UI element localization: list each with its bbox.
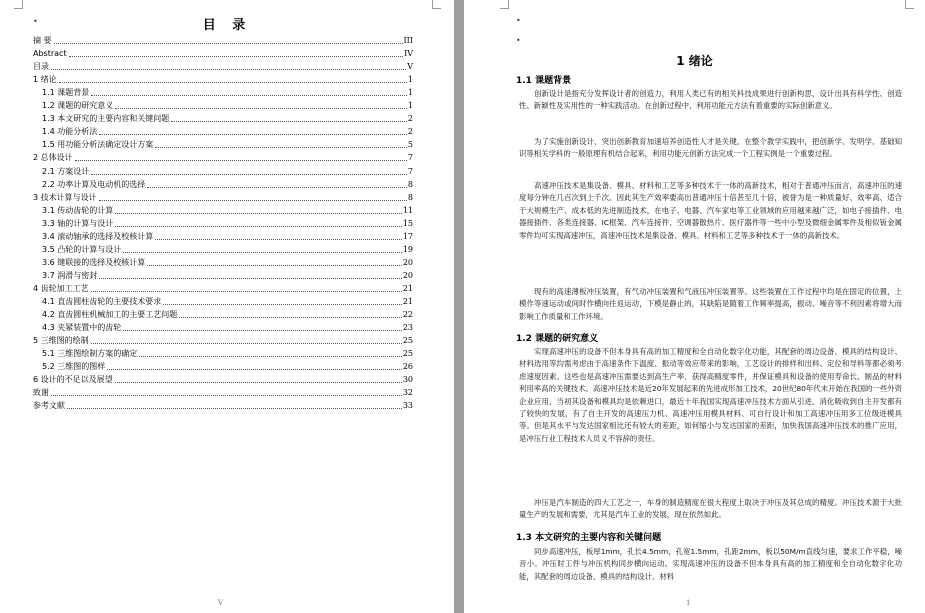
toc-title: 目 录 [202, 18, 252, 33]
toc-leader-dots [54, 43, 403, 44]
toc-entry[interactable] [33, 47, 413, 60]
toc-entry[interactable] [33, 334, 413, 347]
toc-entry-page: 15 [402, 218, 413, 228]
toc-entry-page: 8 [407, 192, 413, 202]
toc-entry[interactable] [42, 360, 413, 373]
toc-leader-dots [115, 226, 402, 227]
toc-leader-dots [163, 304, 402, 305]
page-number: V [218, 599, 224, 607]
toc-entry[interactable] [42, 256, 413, 269]
section-heading-1-3: 1.3 本文研究的主要内容和关键问题 [516, 533, 662, 543]
chapter-page [464, 0, 925, 613]
toc-entry-label: 6 设计的不足以及展望 [33, 375, 113, 385]
toc-entry-label: 2 总体设计 [33, 153, 73, 163]
page-number: 1 [686, 599, 691, 607]
toc-entry-page: 8 [407, 179, 413, 189]
toc-entry[interactable] [33, 151, 413, 164]
page-corner-mark [905, 0, 914, 9]
toc-entry-page: 32 [402, 388, 413, 398]
toc-entry-label: 3.7 润滑与密封 [42, 270, 98, 280]
toc-entry[interactable] [42, 86, 413, 99]
toc-entry[interactable] [42, 295, 413, 308]
toc-leader-dots [69, 56, 403, 57]
toc-leader-dots [155, 147, 407, 148]
toc-entry-label: 3.5 凸轮的计算与设计 [42, 244, 122, 254]
toc-entry-page: IV [404, 49, 413, 59]
paragraph: 冲压是汽车制造的四大工艺之一，车身的制造精度在很大程度上取决于冲压及其总成的精度。冲压技术源于大批量生产的发展和需要，尤其是汽车工业的发展，现在依然如此。 [519, 498, 902, 520]
toc-entry-page: 5 [407, 140, 413, 150]
toc-entry-label: 4.2 直齿圆柱机械加工的主要工艺问题 [42, 310, 178, 320]
paragraph: 实现高速冲压的设备不但本身具有高的加工精度和全自动化数字化功能，其配套的周边设备、模具的结构设计、材料选用等均需考虑由于高速条件下温度、振动等效应带来的影响，工艺设计的排样和出料、定位和导料等都必须考虑速度因素。这些也是高速冲压需要达到高生产率、获得高精度零件，并保证模具和设备的使用寿命长、制品的材料利用率高的关键技术。高速冲压技术是近20年发展起来的先进成形加工技术，20世纪80年代末开始在我国的一些外资企业应用，当初其设备和模具均是依赖进口，最近十年我国实现高速冲压技术方面从引进、消化吸收到自主开发都有了较快的发展，有了自主开发的高速压力机、高速冲压用模具材料、可自行设计和加工高速冲压用多工位级进模具等。但是其水平与发达国家相比还有较大的差距，如何缩小与发达国家的差距，加快我国高速冲压技术的推广应用，是冲压行业工程技术人员义不容辞的责任。 [519, 347, 902, 443]
toc-entry[interactable] [42, 347, 413, 360]
toc-entry-page: 22 [402, 310, 413, 320]
toc-entry-label: 4.3 夹紧装置中的齿轮 [42, 323, 122, 333]
toc-entry-label: 5.1 三维图绘制方案的确定 [42, 349, 138, 359]
toc-leader-dots [91, 174, 407, 175]
toc-entry-page: 11 [402, 205, 413, 215]
paragraph: 同步高速冲压，板厚1mm，孔长4.5mm，孔宽1.5mm，孔距2mm，板以50M/m直线匀速，要求工作平稳，噪音小。冲压时工件与冲压机构同步横向运动。实现高速冲压的设备不但本身具有高的加工精度和全自动化数字化功能，其配套的周边设备、模具的结构设计、材料 [519, 547, 902, 581]
toc-leader-dots [51, 395, 402, 396]
toc-entry[interactable] [42, 308, 413, 321]
toc-entry-label: 4.1 直齿圆柱齿轮的主要技术要求 [42, 297, 162, 306]
toc-entry[interactable] [42, 165, 413, 178]
toc-entry-page: 33 [402, 401, 413, 411]
toc-leader-dots [123, 252, 402, 253]
toc-entry-label: 5.2 三维图的图样 [42, 362, 106, 372]
toc-entry-page: 7 [407, 166, 413, 176]
toc-leader-dots [147, 265, 402, 266]
toc-entry-label: 1.5 用功能分析法确定设计方案 [42, 140, 154, 150]
paragraph: 高速冲压技术是集设备、模具、材料和工艺等多种技术于一体的高新技术，相对于普通冲压而言，高速冲压的速度每分钟在几百次到上千次。因此其生产效率要高出普通冲压十倍甚至几十倍，被誉为是一种质量好、效率高、适合于大规模生产、成本低的先进制造技术，在电子、电器、汽车家电等工业领域的应用越来越广泛，如电子接插件、电器接插件、各类连接器、IC框架、汽车连接件、空调器散热片、医疗器件等一些中小型及微细金属零件及相似钣金属零件均可实现高速冲压，高速冲压技术是集设备、模具、材料和工艺等多种技术于一体的高新技术。 [519, 181, 902, 240]
toc-entry[interactable] [33, 60, 413, 73]
toc-entry-label: 1.3 本文研究的主要内容和关键问题 [42, 114, 170, 124]
toc-leader-dots [67, 408, 402, 409]
toc-entry-label: 3 技术计算与设计 [33, 192, 97, 202]
toc-entry-page: 2 [407, 114, 413, 124]
toc-entry[interactable] [42, 321, 413, 334]
toc-page [0, 0, 454, 613]
toc-entry-label: 4 齿轮加工工艺 [33, 283, 89, 293]
toc-leader-dots [147, 187, 407, 188]
toc-entry-page: 30 [402, 375, 413, 385]
toc-entry-label: 3.1 传动齿轮的计算 [42, 205, 114, 215]
toc-entry-page: III [403, 36, 413, 45]
toc-entry-page: 25 [402, 349, 413, 359]
toc-entry-label: Abstract [33, 49, 67, 59]
toc-entry[interactable] [42, 204, 413, 217]
toc-leader-dots [179, 317, 402, 318]
toc-entry[interactable] [42, 269, 413, 282]
toc-entry-page: 21 [402, 297, 413, 306]
toc-leader-dots [115, 213, 402, 214]
toc-entry[interactable] [42, 99, 413, 112]
paragraph: 创新设计是指充分发挥设计者的创造力，利用人类已有的相关科技成果进行创新构思，设计出具有科学性、创造性、新颖性及实用性的一种实践活动。在创新过程中，利用功能元方法有着重要的实际创新意义。 [519, 89, 902, 111]
toc-leader-dots [51, 69, 406, 70]
paragraph: 为了实施创新设计，突出创新教育加速培养创造性人才是关键。在整个教学实践中，把创新学、发明学、基础知识等相关学科的一般原理有机结合起来，利用功能元创新方法完成一个工程实例是一个重要过程。 [519, 137, 902, 159]
toc-entry-label: 3.6 键联接的选择及校核计算 [42, 257, 146, 267]
toc-entry-label: 2.2 功率计算及电动机的选择 [42, 179, 146, 189]
section-heading-1-1: 1.1 课题背景 [516, 76, 572, 86]
toc-entry-label: 2.1 方案设计 [42, 166, 90, 176]
toc-entry[interactable] [42, 138, 413, 151]
toc-leader-dots [115, 108, 407, 109]
toc-entry-label: 致谢 [33, 388, 49, 398]
toc-entry-label: 目录 [33, 62, 49, 72]
toc-entry-page: 20 [402, 270, 413, 280]
toc-leader-dots [115, 382, 402, 383]
section-heading-1-2: 1.2 课题的研究意义 [516, 334, 599, 344]
toc-entry[interactable] [42, 125, 413, 138]
toc-leader-dots [107, 369, 402, 370]
page-corner-mark [500, 0, 509, 9]
toc-entry-label: 摘 要 [33, 36, 52, 45]
toc-entry-page: 7 [407, 153, 413, 163]
toc-leader-dots [139, 356, 402, 357]
toc-leader-dots [99, 278, 402, 279]
toc-leader-dots [99, 200, 407, 201]
toc-entry[interactable] [33, 191, 413, 204]
toc-entry-label: 3.3 轴的计算与设计 [42, 218, 114, 228]
toc-entry[interactable] [42, 178, 413, 191]
toc-entry-page: 20 [402, 257, 413, 267]
toc-entry[interactable] [33, 373, 413, 386]
toc-entry-page: 2 [407, 127, 413, 137]
toc-leader-dots [99, 134, 407, 135]
toc-leader-dots [123, 330, 402, 331]
toc-leader-dots [59, 82, 407, 83]
toc-entry-page: 1 [407, 88, 413, 98]
toc-entry-label: 5 三维图的绘制 [33, 336, 89, 346]
toc-entry[interactable] [42, 230, 413, 243]
toc-entry-page: 1 [407, 75, 413, 85]
toc-entry-label: 参考文献 [33, 401, 65, 411]
toc-leader-dots [75, 160, 407, 161]
toc-entry-page: 21 [402, 283, 413, 293]
toc-entry-page: 25 [402, 336, 413, 346]
toc-entry[interactable] [42, 112, 413, 125]
toc-entry[interactable] [33, 282, 413, 295]
toc-entry-label: 1.2 课题的研究意义 [42, 101, 114, 111]
page-gap [454, 0, 464, 613]
toc-entry-page: 26 [402, 362, 413, 372]
toc-entry[interactable] [33, 399, 413, 412]
bullet-mark: • [516, 16, 521, 25]
toc-entry[interactable] [33, 386, 413, 399]
toc-entry-label: 1.4 功能分析法 [42, 127, 98, 137]
toc-leader-dots [91, 291, 402, 292]
toc-entry-label: 1 绪论 [33, 75, 57, 85]
toc-leader-dots [91, 343, 402, 344]
toc-entry-page: 19 [402, 244, 413, 254]
page-corner-mark [432, 0, 441, 9]
toc-entry-page: 23 [402, 323, 413, 333]
toc-leader-dots [91, 95, 407, 96]
toc-entry[interactable] [33, 73, 413, 86]
toc-leader-dots [155, 239, 402, 240]
bullet-mark: • [33, 17, 38, 26]
toc-leader-dots [171, 121, 407, 122]
toc-entry-page: V [407, 62, 413, 72]
toc-entry-label: 3.4 滚动轴承的选择及校核计算 [42, 231, 154, 241]
chapter-title: 1 绪论 [676, 54, 713, 68]
toc-entry-page: 1 [407, 101, 413, 111]
toc-entry[interactable] [42, 217, 413, 230]
bullet-mark: • [516, 36, 521, 45]
toc-entry[interactable] [33, 34, 413, 47]
toc-entry-page: 17 [402, 231, 413, 241]
toc-entry-label: 1.1 课题背景 [42, 88, 90, 98]
toc-entry[interactable] [42, 243, 413, 256]
page-corner-mark [14, 0, 23, 9]
paragraph: 现有的高速薄板冲压装置，有气动冲压装置和气液压冲压装置等。这些装置在工作过程中均是在固定的位置，上模作等速运动或间时作横向往返运动，下模是静止的，其缺陷是随着工作频率提高，振动、噪音等不利因素将增大而影响工作质量和工作环境。 [519, 287, 902, 321]
